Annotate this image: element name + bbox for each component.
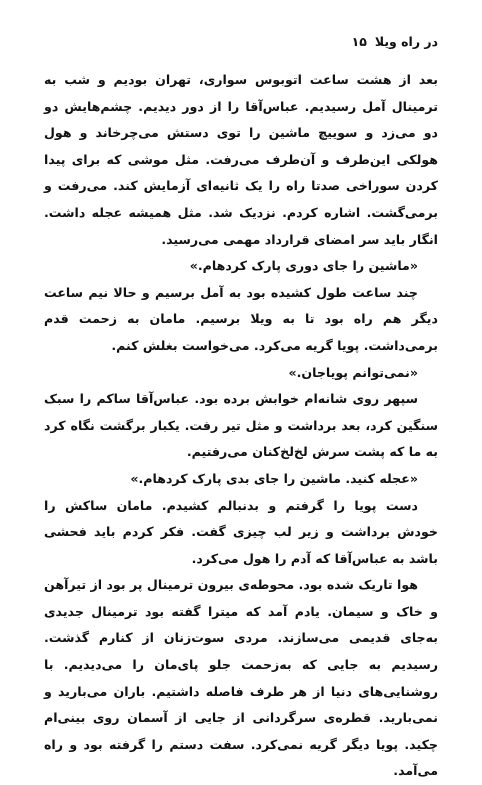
paragraph: سپهر روی شانه‌ام خوابش برده بود. عباس‌آقا ساکم را سبک سنگین کرد، بعد برداشت و مثل تیر رفت. یکبار برگشت نگاه کرد به ما که پشت سرش لخ‌لخ‌کنان می‌رفتیم. (44, 391, 438, 460)
body-text (44, 67, 438, 785)
chapter-title: در راه ویلا (374, 34, 438, 49)
running-head (44, 34, 438, 49)
paragraph: بعد از هشت ساعت اتوبوس سواری، تهران بودیم و شب به ترمینال آمل رسیدیم. عباس‌آقا را از دور دیدیم. چشم‌هایش دو دو می‌زد و سوییچ ماشین را توی دستش می‌چرخاند و هول هولکی این‌طرف و آن‌طرف می‌رفت. مثل موشی که برای پیدا کردن سوراخی صدتا راه را یک ثانیه‌ای آزمایش کند. می‌رفت و برمی‌گشت. اشاره کردم. نزدیک شد. مثل همیشه عجله داشت. انگار باید سر امضای قرارداد مهمی می‌رسید. (44, 72, 438, 247)
dialogue-line: «ماشین را جای دوری پارک کردهام.» (189, 258, 418, 274)
paragraph: چند ساعت طول کشیده بود به آمل برسیم و حالا نیم ساعت دیگر هم راه بود تا به ویلا برسیم. مامان به زحمت قدم برمی‌داشت. پویا گریه می‌کرد. می‌خواست بغلش کنم. (44, 284, 438, 353)
dialogue-line: «عجله کنید. ماشین را جای بدی پارک کردهام.» (130, 470, 418, 486)
page-number: ۱۵ (351, 34, 367, 49)
paragraph: هوا تاریک شده بود. محوطه‌ی بیرون ترمینال پر بود از تیرآهن و خاک و سیمان. یادم آمد که میترا گفته بود ترمینال جدیدی به‌جای قدیمی می‌سازند. مردی سوت‌زنان از کنارم گذشت. رسیدیم به جایی که به‌زحمت جلو پای‌مان را می‌دیدیم. با روشنایی‌های دنیا از هر طرف فاصله داشتیم. باران می‌بارید و نمی‌بارید. قطره‌ی سرگردانی از جایی از آسمان روی بینی‌ام چکید. پویا دیگر گریه نمی‌کرد. سفت دستم را گرفته بود و راه می‌آمد. (44, 577, 438, 779)
paragraph: دست پویا را گرفتم و بدنبالم کشیدم. مامان ساکش را خودش برداشت و زیر لب چیزی گفت. فکر کردم باید فحشی باشد به عباس‌آقا که آدم را هول می‌کرد. (44, 497, 438, 566)
dialogue-line: «نمی‌توانم پویاجان.» (288, 364, 418, 380)
